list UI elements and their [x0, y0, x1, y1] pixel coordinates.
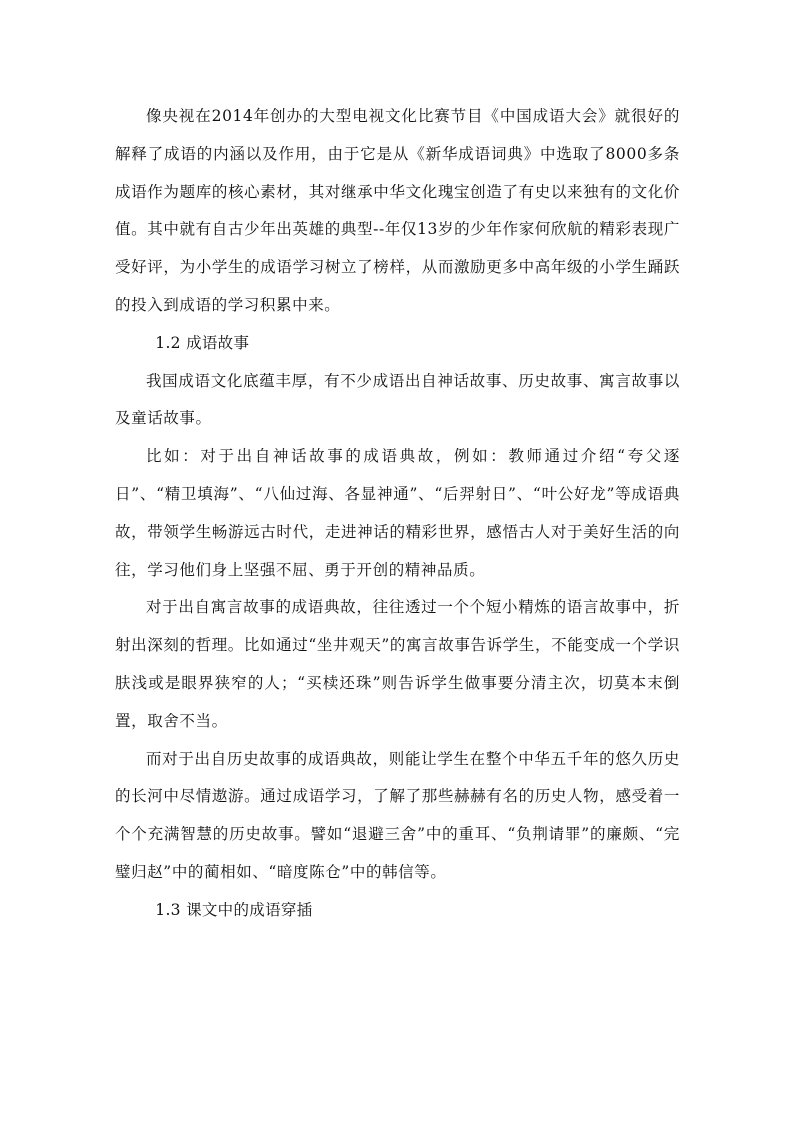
paragraph: 我国成语文化底蕴丰厚，有不少成语出自神话故事、历史故事、寓言故事以及童话故事。 — [115, 371, 680, 428]
paragraph: 对于出自寓言故事的成语典故，往往透过一个个短小精炼的语言故事中，折射出深刻的哲理。比如通过“坐井观天”的寓言故事告诉学生，不能变成一个学识肤浅或是眼界狭窄的人；“买椟还珠”则告诉学生做事要分清主次，切莫本末倒置，取舍不当。 — [115, 598, 680, 730]
section-heading: 1.2 成语故事 — [155, 333, 250, 352]
paragraph: 而对于出自历史故事的成语典故，则能让学生在整个中华五千年的悠久历史的长河中尽情遨游。通过成语学习，了解了那些赫赫有名的历史人物，感受着一个个充满智慧的历史故事。譬如“退避三舍”中的重耳、“负荆请罪”的廉颇、“完璧归赵”中的蔺相如、“暗度陈仓”中的韩信等。 — [115, 749, 680, 881]
section-heading: 1.3 课文中的成语穿插 — [155, 900, 313, 919]
paragraph: 比如：对于出自神话故事的成语典故，例如：教师通过介绍“夸父逐日”、“精卫填海”、“八仙过海、各显神通”、“后羿射日”、“叶公好龙”等成语典故，带领学生畅游远古时代，走进神话的精彩世界，感悟古人对于美好生活的向往，学习他们身上坚强不屈、勇于开创的精神品质。 — [115, 447, 680, 579]
paragraph: 像央视在2014年创办的大型电视文化比赛节目《中国成语大会》就很好的解释了成语的内涵以及作用，由于它是从《新华成语词典》中选取了8000多条成语作为题库的核心素材，其对继承中华文化瑰宝创造了有史以来独有的文化价值。其中就有自古少年出英雄的典型--年仅13岁的少年作家何欣航的精彩表现广受好评，为小学生的成语学习树立了榜样，从而激励更多中高年级的小学生踊跃的投入到成语的学习积累中来。 — [115, 107, 680, 314]
document-body — [115, 98, 680, 930]
